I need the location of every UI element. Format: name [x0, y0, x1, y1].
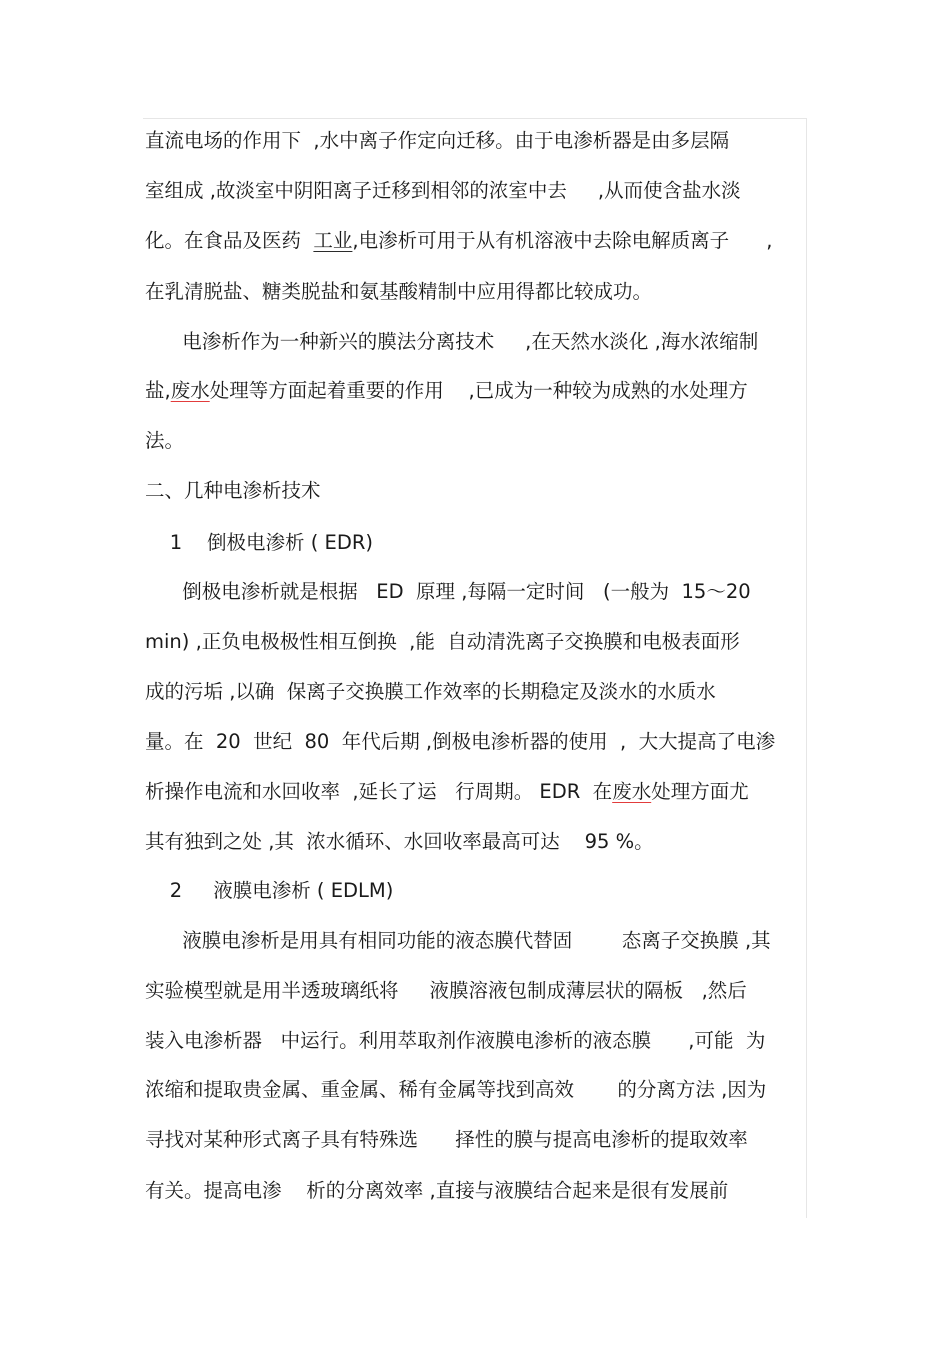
text-line	[145, 378, 748, 404]
subsection-heading: 1 倒极电渗析 ( EDR)	[145, 531, 373, 554]
section-heading: 二、几种电渗析技术	[145, 479, 321, 502]
text-line: 成的污垢 ,以确 保离子交换膜工作效率的长期稳定及淡水的水质水	[145, 680, 716, 703]
text-line: min) ,正负电极极性相互倒换 ,能 自动清洗离子交换膜和电极表面形	[145, 630, 740, 653]
text-line: 倒极电渗析就是根据 ED 原理 ,每隔一定时间 (一般为 15～20	[145, 580, 751, 603]
link-industry[interactable]: 工业	[313, 229, 353, 252]
text-line: 在乳清脱盐、糖类脱盐和氨基酸精制中应用得都比较成功。	[145, 280, 653, 303]
text-run: 盐,	[145, 379, 171, 402]
text-line: 液膜电渗析是用具有相同功能的液态膜代替固 态离子交换膜 ,其	[145, 929, 771, 952]
text-run: 处理等方面起着重要的作用 ,已成为一种较为成熟的水处理方	[209, 379, 748, 402]
text-line: 寻找对某种形式离子具有特殊选 择性的膜与提高电渗析的提取效率	[145, 1128, 748, 1151]
text-line: 其有独到之处 ,其 浓水循环、水回收率最高可达 95 %。	[145, 830, 654, 853]
text-line: 电渗析作为一种新兴的膜法分离技术 ,在天然水淡化 ,海水浓缩制	[145, 330, 759, 353]
text-run: 处理方面尤	[651, 780, 749, 803]
text-line: 实验模型就是用半透玻璃纸将 液膜溶液包制成薄层状的隔板 ,然后	[145, 979, 747, 1002]
text-line: 量。在 20 世纪 80 年代后期 ,倒极电渗析器的使用 , 大大提高了电渗	[145, 730, 776, 753]
text-run: ,电渗析可用于从有机溶液中去除电解质离子 ,	[352, 229, 773, 252]
subsection-heading: 2 液膜电渗析 ( EDLM)	[145, 879, 394, 902]
text-run: 析操作电流和水回收率 ,延长了运 行周期。 EDR 在	[145, 780, 613, 803]
text-line: 有关。提高电渗 析的分离效率 ,直接与液膜结合起来是很有发展前	[145, 1179, 729, 1202]
text-line: 法。	[145, 429, 185, 452]
text-line: 室组成 ,故淡室中阴阳离子迁移到相邻的浓室中去 ,从而使含盐水淡	[145, 179, 741, 202]
text-line: 直流电场的作用下 ,水中离子作定向迁移。由于电渗析器是由多层隔	[145, 129, 730, 152]
spell-underlined-word: 废水	[612, 780, 652, 803]
text-line	[145, 228, 773, 254]
text-line: 浓缩和提取贵金属、重金属、稀有金属等找到高效 的分离方法 ,因为	[145, 1078, 767, 1101]
spell-underlined-word: 废水	[170, 379, 210, 402]
text-line: 装入电渗析器 中运行。利用萃取剂作液膜电渗析的液态膜 ,可能 为	[145, 1029, 766, 1052]
text-run: 化。在食品及医药	[145, 229, 314, 252]
text-line	[145, 779, 749, 805]
